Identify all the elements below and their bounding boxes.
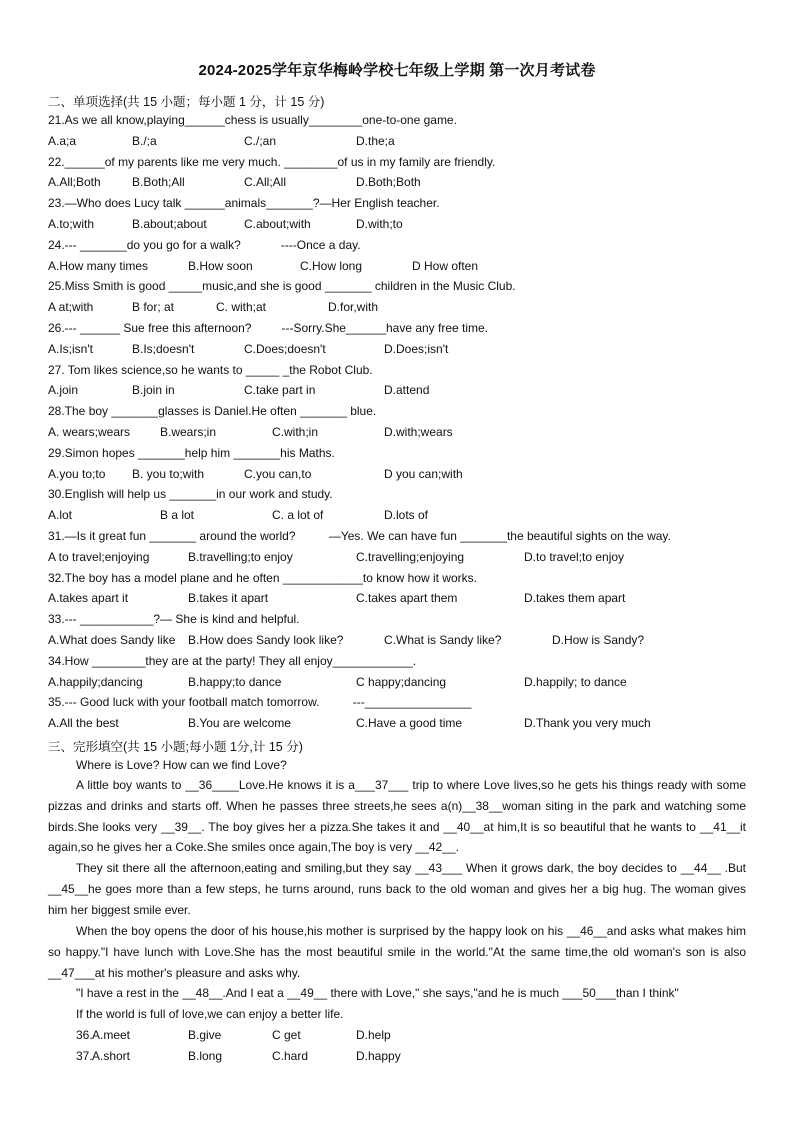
answer-options xyxy=(48,467,748,483)
answer-option[interactable]: D.for,with xyxy=(328,300,379,315)
passage-closing-line: If the world is full of love,we can enjoy a better life. xyxy=(76,1007,344,1021)
answer-option[interactable]: A at;with xyxy=(48,300,94,315)
cloze-option: C get xyxy=(272,1028,301,1042)
answer-option[interactable]: A.a;a xyxy=(48,133,77,148)
answer-option[interactable]: A.you to;to xyxy=(48,466,106,481)
answer-option[interactable]: D.takes them apart xyxy=(524,591,626,606)
cloze-option: C.hard xyxy=(272,1049,309,1063)
question-stem: 25.Miss Smith is good _____music,and she is good _______ children in the Music Club. xyxy=(48,279,516,294)
answer-option[interactable]: D.with;to xyxy=(356,217,403,231)
answer-option[interactable]: A.How many times xyxy=(48,258,149,273)
question-stem: 22.______of my parents like me very much. ________of us in my family are friendly. xyxy=(48,154,496,169)
question-stem: 23.—Who does Lucy talk ______animals_______?—Her English teacher. xyxy=(48,196,440,211)
cloze-option: B.give xyxy=(188,1028,222,1042)
answer-option[interactable]: D.attend xyxy=(384,383,430,398)
answer-option[interactable]: C.All;All xyxy=(244,175,287,190)
question-stem: 34.How ________they are at the party! They all enjoy____________. xyxy=(48,653,417,668)
answer-option[interactable]: B. you to;with xyxy=(132,466,205,481)
cloze-answer-row xyxy=(76,1028,776,1044)
cloze-answer-row xyxy=(76,1049,776,1065)
answer-option[interactable]: A.All;Both xyxy=(48,175,101,190)
answer-option[interactable]: C.with;in xyxy=(272,425,319,439)
cloze-option: 37. xyxy=(76,1049,93,1063)
answer-options xyxy=(48,591,748,607)
answer-options xyxy=(48,633,748,649)
page-title: 2024-2025学年京华梅岭学校七年级上学期 第一次月考试卷 xyxy=(198,62,596,79)
answer-option[interactable]: D.How is Sandy? xyxy=(552,633,645,647)
question-stem: 27. Tom likes science,so he wants to _____ _the Robot Club. xyxy=(48,362,373,377)
answer-option[interactable]: D.happily; to dance xyxy=(524,674,627,689)
cloze-option: B.long xyxy=(188,1049,223,1063)
answer-option[interactable]: D.Does;isn't xyxy=(384,341,449,356)
answer-option[interactable]: A.to;with xyxy=(48,217,95,231)
answer-option[interactable]: C.Have a good time xyxy=(356,716,463,731)
answer-option[interactable]: C.What is Sandy like? xyxy=(384,633,502,647)
section-heading-cloze: 三、完形填空(共 15 小题;每小题 1分,计 15 分) xyxy=(48,740,303,754)
answer-option[interactable]: C. with;at xyxy=(216,300,267,315)
answer-option[interactable]: A.All the best xyxy=(48,716,119,731)
answer-option[interactable]: B.join in xyxy=(132,383,175,398)
answer-option[interactable]: D.with;wears xyxy=(384,425,453,439)
question-stem: 29.Simon hopes _______help him _______his Maths. xyxy=(48,445,335,460)
answer-options xyxy=(48,175,748,191)
answer-option[interactable]: B a lot xyxy=(160,508,195,523)
answer-option[interactable]: D.Both;Both xyxy=(356,175,421,190)
question-stem: 24.--- _______do you go for a walk? ----Once a day. xyxy=(48,237,361,252)
answer-options xyxy=(48,259,748,275)
section-heading-single-choice: 二、单项选择(共 15 小题；每小题 1 分，计 15 分) xyxy=(48,95,325,109)
answer-option[interactable]: B.happy;to dance xyxy=(188,674,282,689)
answer-option[interactable]: B.takes it apart xyxy=(188,591,269,606)
answer-option[interactable]: B.travelling;to enjoy xyxy=(188,549,293,564)
question-stem: 26.--- ______ Sue free this afternoon? ---Sorry.She______have any free time. xyxy=(48,321,489,335)
question-stem: 31.—Is it great fun _______ around the world? —Yes. We can have fun _______the beautiful sights on the way. xyxy=(48,529,671,543)
answer-option[interactable]: A.happily;dancing xyxy=(48,674,143,689)
answer-option[interactable]: B.Both;All xyxy=(132,175,185,190)
answer-option[interactable]: A. wears;wears xyxy=(48,425,131,439)
answer-options xyxy=(48,675,748,691)
answer-option[interactable]: C.How long xyxy=(300,258,363,273)
answer-option[interactable]: C.takes apart them xyxy=(356,591,458,606)
question-stem: 21.As we all know,playing______chess is usually________one-to-one game. xyxy=(48,113,457,127)
question-stem: 33.--- ___________?— She is kind and helpful. xyxy=(48,612,300,627)
answer-options xyxy=(48,217,748,233)
question-stem: 32.The boy has a model plane and he often ____________to know how it works. xyxy=(48,570,477,585)
answer-option[interactable]: B.You are welcome xyxy=(188,716,291,731)
answer-option[interactable]: D.the;a xyxy=(356,133,395,148)
answer-option[interactable]: A.join xyxy=(48,383,79,398)
answer-option[interactable]: A.lot xyxy=(48,508,73,523)
answer-options xyxy=(48,342,748,358)
answer-option[interactable]: D How often xyxy=(412,258,479,273)
answer-options xyxy=(48,716,748,732)
answer-option[interactable]: C./;an xyxy=(244,133,277,148)
answer-option[interactable]: D.lots of xyxy=(384,508,429,523)
answer-option[interactable]: C.take part in xyxy=(244,383,316,398)
answer-option[interactable]: B.Is;doesn't xyxy=(132,341,195,356)
cloze-option: A.meet xyxy=(92,1028,131,1042)
answer-option[interactable]: C. a lot of xyxy=(272,508,324,523)
passage-paragraph-2: They sit there all the afternoon,eating and smiling,but they say __43___ When it grows dark, the boy decides to __44__ .But __45__he goes more than a few steps, he turns around, runs back to the old woman and gives her a big hug. The woman gives him her biggest smile ever. xyxy=(48,861,746,917)
cloze-option: A.short xyxy=(92,1049,131,1063)
passage-title: Where is Love? How can we find Love? xyxy=(76,758,287,772)
answer-options xyxy=(48,300,748,316)
passage-paragraph-3: When the boy opens the door of his house,his mother is surprised by the happy look on his __46__and asks what makes him so happy."I have lunch with Love.She has the most beautiful smile in the world."At the same time,the old woman's son is also __47___at his mother's pleasure and asks why. xyxy=(48,924,746,980)
answer-option[interactable]: A.Is;isn't xyxy=(48,341,93,356)
question-stem: 35.--- Good luck with your football match tomorrow. ---________________ xyxy=(48,695,472,710)
passage-paragraph-1: A little boy wants to __36____Love.He knows it is a___37___ trip to where Love lives,so he gets his things ready with some pizzas and drinks and starts off. When he passes three streets,he sees a(n)__38__woman siting in the park and watching some birds.She looks very __39__. The boy gives her a pizza.She takes it and __40__at him,It is so beautiful that he wants to __41__it again,so he gives her a Coke.She smiles once again,The boy is very __42__. xyxy=(48,778,746,855)
answer-option[interactable]: B.about;about xyxy=(132,217,207,231)
answer-option[interactable]: D you can;with xyxy=(384,466,463,481)
answer-option[interactable]: B.wears;in xyxy=(160,425,217,439)
cloze-option: D.help xyxy=(356,1028,391,1042)
cloze-option: 36. xyxy=(76,1028,93,1042)
question-stem: 28.The boy _______glasses is Daniel.He often _______ blue. xyxy=(48,404,377,419)
question-stem: 30.English will help us _______in our work and study. xyxy=(48,487,333,502)
answer-option[interactable]: D.Thank you very much xyxy=(524,716,651,731)
answer-option[interactable]: C.you can,to xyxy=(244,466,312,481)
answer-option[interactable]: A.takes apart it xyxy=(48,591,129,606)
answer-options xyxy=(48,383,748,399)
answer-options xyxy=(48,134,748,150)
answer-options xyxy=(48,508,748,524)
answer-option[interactable]: B.How does Sandy look like? xyxy=(188,633,344,647)
answer-option[interactable]: B for; at xyxy=(132,300,175,315)
answer-option[interactable]: C.Does;doesn't xyxy=(244,341,326,356)
answer-option[interactable]: C happy;dancing xyxy=(356,674,447,689)
answer-option[interactable]: D.to travel;to enjoy xyxy=(524,549,625,564)
answer-option[interactable]: B.How soon xyxy=(188,258,253,273)
answer-options xyxy=(48,425,748,441)
cloze-option: D.happy xyxy=(356,1049,401,1063)
answer-option[interactable]: A.What does Sandy like xyxy=(48,633,176,647)
answer-options xyxy=(48,550,748,566)
answer-option[interactable]: C.travelling;enjoying xyxy=(356,549,465,564)
answer-option[interactable]: A to travel;enjoying xyxy=(48,549,150,564)
answer-option[interactable]: C.about;with xyxy=(244,217,311,231)
answer-option[interactable]: B./;a xyxy=(132,133,157,148)
passage-quote-line: "I have a rest in the __48__.And I eat a __49__ there with Love," she says,"and he is much ___50___than I think" xyxy=(76,986,679,1000)
